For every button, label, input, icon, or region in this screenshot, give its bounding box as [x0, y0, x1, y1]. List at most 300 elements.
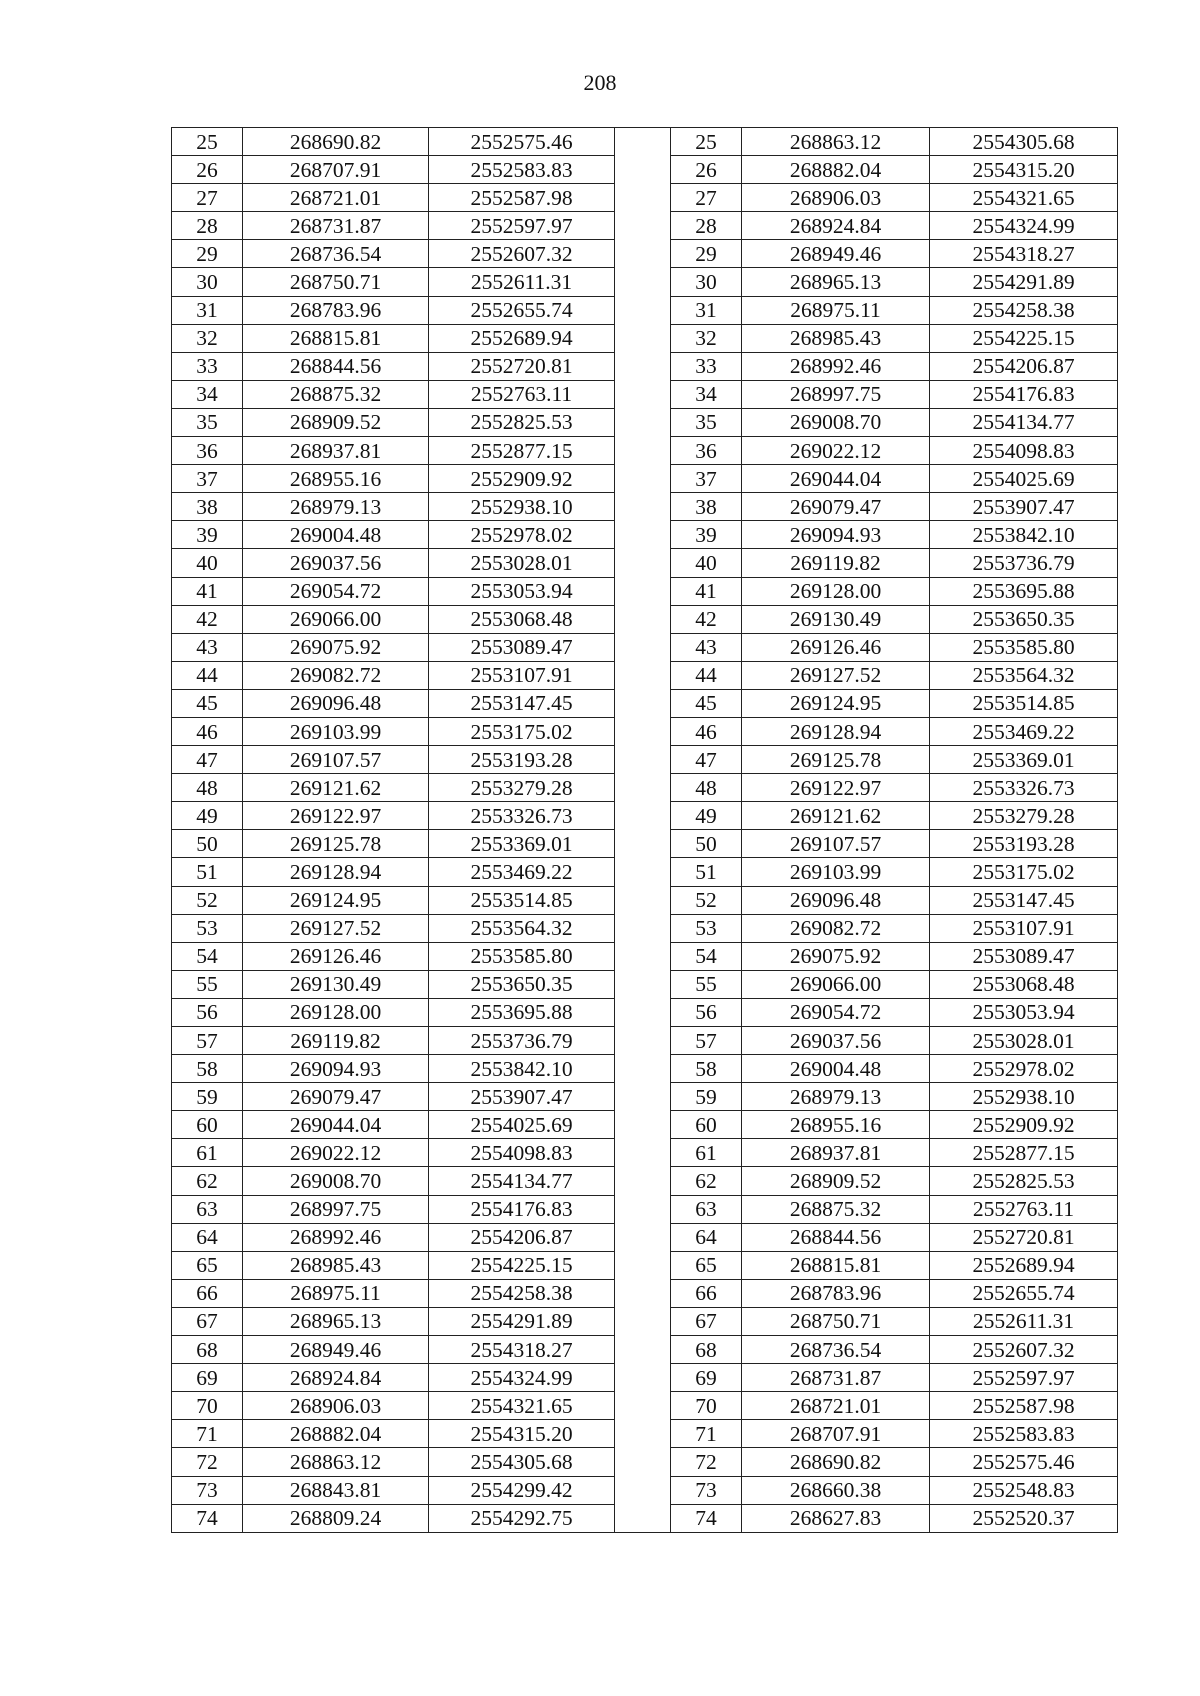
- table-row: [172, 1195, 1118, 1223]
- left-y-coordinate-cell: 2552877.15: [429, 437, 615, 465]
- right-point-number-cell: 46: [671, 717, 742, 745]
- left-point-number-cell: 42: [172, 605, 243, 633]
- table-row: [172, 1279, 1118, 1307]
- right-y-coordinate-cell: 2554324.99: [930, 212, 1118, 240]
- column-gap-cell: [615, 1420, 671, 1448]
- column-gap-cell: [615, 774, 671, 802]
- table-row: [172, 1476, 1118, 1504]
- right-y-coordinate-cell: 2554225.15: [930, 324, 1118, 352]
- left-y-coordinate-cell: 2553053.94: [429, 577, 615, 605]
- table-row: [172, 717, 1118, 745]
- left-x-coordinate-cell: 268992.46: [243, 1223, 429, 1251]
- left-x-coordinate-cell: 269128.00: [243, 998, 429, 1026]
- left-y-coordinate-cell: 2553564.32: [429, 914, 615, 942]
- table-row: [172, 1420, 1118, 1448]
- right-x-coordinate-cell: 268690.82: [742, 1448, 930, 1476]
- left-x-coordinate-cell: 268909.52: [243, 408, 429, 436]
- right-y-coordinate-cell: 2553028.01: [930, 1027, 1118, 1055]
- left-x-coordinate-cell: 268783.96: [243, 296, 429, 324]
- right-y-coordinate-cell: 2552587.98: [930, 1392, 1118, 1420]
- left-point-number-cell: 69: [172, 1364, 243, 1392]
- left-x-coordinate-cell: 269126.46: [243, 942, 429, 970]
- right-point-number-cell: 65: [671, 1251, 742, 1279]
- table-row: [172, 268, 1118, 296]
- right-y-coordinate-cell: 2554206.87: [930, 352, 1118, 380]
- table-row: [172, 521, 1118, 549]
- column-gap-cell: [615, 886, 671, 914]
- column-gap-cell: [615, 746, 671, 774]
- right-point-number-cell: 57: [671, 1027, 742, 1055]
- right-point-number-cell: 41: [671, 577, 742, 605]
- right-x-coordinate-cell: 268844.56: [742, 1223, 930, 1251]
- column-gap-cell: [615, 521, 671, 549]
- right-y-coordinate-cell: 2552575.46: [930, 1448, 1118, 1476]
- right-y-coordinate-cell: 2552548.83: [930, 1476, 1118, 1504]
- column-gap-cell: [615, 240, 671, 268]
- right-point-number-cell: 31: [671, 296, 742, 324]
- right-x-coordinate-cell: 268882.04: [742, 156, 930, 184]
- left-point-number-cell: 38: [172, 493, 243, 521]
- table-row: [172, 1027, 1118, 1055]
- right-y-coordinate-cell: 2552938.10: [930, 1083, 1118, 1111]
- right-y-coordinate-cell: 2552607.32: [930, 1336, 1118, 1364]
- table-row: [172, 1111, 1118, 1139]
- right-x-coordinate-cell: 269044.04: [742, 465, 930, 493]
- right-y-coordinate-cell: 2552825.53: [930, 1167, 1118, 1195]
- column-gap-cell: [615, 914, 671, 942]
- left-point-number-cell: 53: [172, 914, 243, 942]
- left-point-number-cell: 51: [172, 858, 243, 886]
- right-y-coordinate-cell: 2553175.02: [930, 858, 1118, 886]
- left-x-coordinate-cell: 269044.04: [243, 1111, 429, 1139]
- right-x-coordinate-cell: 269119.82: [742, 549, 930, 577]
- left-point-number-cell: 59: [172, 1083, 243, 1111]
- table-row: [172, 437, 1118, 465]
- left-point-number-cell: 44: [172, 661, 243, 689]
- right-point-number-cell: 54: [671, 942, 742, 970]
- column-gap-cell: [615, 1195, 671, 1223]
- right-point-number-cell: 42: [671, 605, 742, 633]
- left-point-number-cell: 35: [172, 408, 243, 436]
- table-row: [172, 689, 1118, 717]
- left-x-coordinate-cell: 269082.72: [243, 661, 429, 689]
- right-y-coordinate-cell: 2552877.15: [930, 1139, 1118, 1167]
- right-point-number-cell: 47: [671, 746, 742, 774]
- table-row: [172, 605, 1118, 633]
- right-point-number-cell: 38: [671, 493, 742, 521]
- left-x-coordinate-cell: 268721.01: [243, 184, 429, 212]
- right-x-coordinate-cell: 269079.47: [742, 493, 930, 521]
- right-x-coordinate-cell: 269121.62: [742, 802, 930, 830]
- column-gap-cell: [615, 1139, 671, 1167]
- right-point-number-cell: 28: [671, 212, 742, 240]
- left-x-coordinate-cell: 269094.93: [243, 1055, 429, 1083]
- column-gap-cell: [615, 661, 671, 689]
- table-row: [172, 970, 1118, 998]
- table-row: [172, 774, 1118, 802]
- left-y-coordinate-cell: 2554025.69: [429, 1111, 615, 1139]
- coordinates-table-body: [172, 128, 1118, 1533]
- right-point-number-cell: 53: [671, 914, 742, 942]
- left-x-coordinate-cell: 269127.52: [243, 914, 429, 942]
- right-point-number-cell: 66: [671, 1279, 742, 1307]
- left-x-coordinate-cell: 269066.00: [243, 605, 429, 633]
- left-y-coordinate-cell: 2554292.75: [429, 1504, 615, 1532]
- left-x-coordinate-cell: 268955.16: [243, 465, 429, 493]
- left-x-coordinate-cell: 268924.84: [243, 1364, 429, 1392]
- left-y-coordinate-cell: 2552597.97: [429, 212, 615, 240]
- column-gap-cell: [615, 802, 671, 830]
- right-point-number-cell: 37: [671, 465, 742, 493]
- left-y-coordinate-cell: 2554324.99: [429, 1364, 615, 1392]
- right-point-number-cell: 58: [671, 1055, 742, 1083]
- left-y-coordinate-cell: 2554305.68: [429, 1448, 615, 1476]
- left-point-number-cell: 57: [172, 1027, 243, 1055]
- right-y-coordinate-cell: 2554025.69: [930, 465, 1118, 493]
- left-x-coordinate-cell: 268844.56: [243, 352, 429, 380]
- left-point-number-cell: 45: [172, 689, 243, 717]
- table-row: [172, 1504, 1118, 1532]
- left-point-number-cell: 60: [172, 1111, 243, 1139]
- right-x-coordinate-cell: 268955.16: [742, 1111, 930, 1139]
- left-x-coordinate-cell: 268707.91: [243, 156, 429, 184]
- left-x-coordinate-cell: 269004.48: [243, 521, 429, 549]
- right-y-coordinate-cell: 2552655.74: [930, 1279, 1118, 1307]
- right-y-coordinate-cell: 2553279.28: [930, 802, 1118, 830]
- left-y-coordinate-cell: 2552655.74: [429, 296, 615, 324]
- column-gap-cell: [615, 324, 671, 352]
- left-y-coordinate-cell: 2554299.42: [429, 1476, 615, 1504]
- right-x-coordinate-cell: 269096.48: [742, 886, 930, 914]
- left-point-number-cell: 72: [172, 1448, 243, 1476]
- right-x-coordinate-cell: 268660.38: [742, 1476, 930, 1504]
- right-point-number-cell: 52: [671, 886, 742, 914]
- table-row: [172, 998, 1118, 1026]
- left-x-coordinate-cell: 268843.81: [243, 1476, 429, 1504]
- table-row: [172, 324, 1118, 352]
- table-row: [172, 661, 1118, 689]
- column-gap-cell: [615, 970, 671, 998]
- right-y-coordinate-cell: 2552763.11: [930, 1195, 1118, 1223]
- column-gap-cell: [615, 465, 671, 493]
- table-row: [172, 380, 1118, 408]
- left-point-number-cell: 41: [172, 577, 243, 605]
- column-gap-cell: [615, 633, 671, 661]
- right-y-coordinate-cell: 2553907.47: [930, 493, 1118, 521]
- right-point-number-cell: 61: [671, 1139, 742, 1167]
- left-point-number-cell: 55: [172, 970, 243, 998]
- left-point-number-cell: 56: [172, 998, 243, 1026]
- right-point-number-cell: 35: [671, 408, 742, 436]
- right-y-coordinate-cell: 2552597.97: [930, 1364, 1118, 1392]
- left-point-number-cell: 58: [172, 1055, 243, 1083]
- right-x-coordinate-cell: 269126.46: [742, 633, 930, 661]
- right-y-coordinate-cell: 2553514.85: [930, 689, 1118, 717]
- column-gap-cell: [615, 1055, 671, 1083]
- right-x-coordinate-cell: 268992.46: [742, 352, 930, 380]
- column-gap-cell: [615, 1392, 671, 1420]
- column-gap-cell: [615, 493, 671, 521]
- right-y-coordinate-cell: 2554305.68: [930, 128, 1118, 156]
- column-gap-cell: [615, 1279, 671, 1307]
- left-x-coordinate-cell: 269103.99: [243, 717, 429, 745]
- right-y-coordinate-cell: 2554318.27: [930, 240, 1118, 268]
- column-gap-cell: [615, 1083, 671, 1111]
- right-point-number-cell: 25: [671, 128, 742, 156]
- right-point-number-cell: 48: [671, 774, 742, 802]
- left-x-coordinate-cell: 268985.43: [243, 1251, 429, 1279]
- right-x-coordinate-cell: 269037.56: [742, 1027, 930, 1055]
- right-point-number-cell: 55: [671, 970, 742, 998]
- column-gap-cell: [615, 830, 671, 858]
- left-x-coordinate-cell: 268965.13: [243, 1307, 429, 1335]
- right-x-coordinate-cell: 269022.12: [742, 437, 930, 465]
- left-point-number-cell: 63: [172, 1195, 243, 1223]
- left-x-coordinate-cell: 269037.56: [243, 549, 429, 577]
- right-point-number-cell: 71: [671, 1420, 742, 1448]
- left-y-coordinate-cell: 2553089.47: [429, 633, 615, 661]
- right-x-coordinate-cell: 269128.94: [742, 717, 930, 745]
- left-y-coordinate-cell: 2554206.87: [429, 1223, 615, 1251]
- table-row: [172, 128, 1118, 156]
- left-y-coordinate-cell: 2553695.88: [429, 998, 615, 1026]
- table-row: [172, 914, 1118, 942]
- column-gap-cell: [615, 1448, 671, 1476]
- left-point-number-cell: 48: [172, 774, 243, 802]
- left-x-coordinate-cell: 268736.54: [243, 240, 429, 268]
- column-gap-cell: [615, 1336, 671, 1364]
- right-point-number-cell: 68: [671, 1336, 742, 1364]
- left-y-coordinate-cell: 2554318.27: [429, 1336, 615, 1364]
- right-point-number-cell: 39: [671, 521, 742, 549]
- right-point-number-cell: 67: [671, 1307, 742, 1335]
- left-point-number-cell: 70: [172, 1392, 243, 1420]
- right-x-coordinate-cell: 269128.00: [742, 577, 930, 605]
- left-x-coordinate-cell: 268731.87: [243, 212, 429, 240]
- left-y-coordinate-cell: 2552689.94: [429, 324, 615, 352]
- page-number: 208: [583, 70, 617, 95]
- left-y-coordinate-cell: 2554321.65: [429, 1392, 615, 1420]
- left-x-coordinate-cell: 268949.46: [243, 1336, 429, 1364]
- left-y-coordinate-cell: 2553585.80: [429, 942, 615, 970]
- right-x-coordinate-cell: 268875.32: [742, 1195, 930, 1223]
- left-point-number-cell: 37: [172, 465, 243, 493]
- left-y-coordinate-cell: 2552978.02: [429, 521, 615, 549]
- left-y-coordinate-cell: 2553279.28: [429, 774, 615, 802]
- left-y-coordinate-cell: 2554134.77: [429, 1167, 615, 1195]
- left-y-coordinate-cell: 2553326.73: [429, 802, 615, 830]
- right-x-coordinate-cell: 269004.48: [742, 1055, 930, 1083]
- column-gap-cell: [615, 1167, 671, 1195]
- left-y-coordinate-cell: 2554291.89: [429, 1307, 615, 1335]
- right-y-coordinate-cell: 2553107.91: [930, 914, 1118, 942]
- right-point-number-cell: 72: [671, 1448, 742, 1476]
- left-x-coordinate-cell: 269122.97: [243, 802, 429, 830]
- left-x-coordinate-cell: 268979.13: [243, 493, 429, 521]
- right-x-coordinate-cell: 269066.00: [742, 970, 930, 998]
- left-x-coordinate-cell: 269022.12: [243, 1139, 429, 1167]
- right-x-coordinate-cell: 268997.75: [742, 380, 930, 408]
- column-gap-cell: [615, 380, 671, 408]
- left-y-coordinate-cell: 2552583.83: [429, 156, 615, 184]
- column-gap-cell: [615, 128, 671, 156]
- right-point-number-cell: 49: [671, 802, 742, 830]
- left-point-number-cell: 67: [172, 1307, 243, 1335]
- right-point-number-cell: 56: [671, 998, 742, 1026]
- left-y-coordinate-cell: 2553107.91: [429, 661, 615, 689]
- right-y-coordinate-cell: 2553193.28: [930, 830, 1118, 858]
- left-y-coordinate-cell: 2552575.46: [429, 128, 615, 156]
- left-point-number-cell: 25: [172, 128, 243, 156]
- column-gap-cell: [615, 998, 671, 1026]
- left-x-coordinate-cell: 268937.81: [243, 437, 429, 465]
- left-point-number-cell: 30: [172, 268, 243, 296]
- right-point-number-cell: 36: [671, 437, 742, 465]
- left-y-coordinate-cell: 2554098.83: [429, 1139, 615, 1167]
- table-row: [172, 1223, 1118, 1251]
- column-gap-cell: [615, 268, 671, 296]
- right-point-number-cell: 29: [671, 240, 742, 268]
- left-x-coordinate-cell: 269121.62: [243, 774, 429, 802]
- column-gap-cell: [615, 184, 671, 212]
- column-gap-cell: [615, 1027, 671, 1055]
- right-y-coordinate-cell: 2554291.89: [930, 268, 1118, 296]
- table-row: [172, 1336, 1118, 1364]
- table-row: [172, 802, 1118, 830]
- table-row: [172, 858, 1118, 886]
- left-y-coordinate-cell: 2552938.10: [429, 493, 615, 521]
- left-x-coordinate-cell: 269054.72: [243, 577, 429, 605]
- column-gap-cell: [615, 1364, 671, 1392]
- right-point-number-cell: 26: [671, 156, 742, 184]
- table-row: [172, 352, 1118, 380]
- right-y-coordinate-cell: 2552689.94: [930, 1251, 1118, 1279]
- left-x-coordinate-cell: 269096.48: [243, 689, 429, 717]
- right-point-number-cell: 45: [671, 689, 742, 717]
- right-x-coordinate-cell: 268965.13: [742, 268, 930, 296]
- table-row: [172, 577, 1118, 605]
- left-point-number-cell: 64: [172, 1223, 243, 1251]
- left-point-number-cell: 39: [172, 521, 243, 549]
- coordinates-table: [171, 127, 1118, 1533]
- right-point-number-cell: 27: [671, 184, 742, 212]
- right-x-coordinate-cell: 269075.92: [742, 942, 930, 970]
- right-x-coordinate-cell: 268985.43: [742, 324, 930, 352]
- column-gap-cell: [615, 942, 671, 970]
- left-y-coordinate-cell: 2554225.15: [429, 1251, 615, 1279]
- right-y-coordinate-cell: 2553053.94: [930, 998, 1118, 1026]
- left-x-coordinate-cell: 269008.70: [243, 1167, 429, 1195]
- left-y-coordinate-cell: 2553068.48: [429, 605, 615, 633]
- right-point-number-cell: 32: [671, 324, 742, 352]
- right-point-number-cell: 63: [671, 1195, 742, 1223]
- right-x-coordinate-cell: 268707.91: [742, 1420, 930, 1448]
- right-point-number-cell: 69: [671, 1364, 742, 1392]
- right-x-coordinate-cell: 269008.70: [742, 408, 930, 436]
- column-gap-cell: [615, 437, 671, 465]
- left-y-coordinate-cell: 2554258.38: [429, 1279, 615, 1307]
- right-x-coordinate-cell: 268975.11: [742, 296, 930, 324]
- right-y-coordinate-cell: 2554258.38: [930, 296, 1118, 324]
- left-point-number-cell: 66: [172, 1279, 243, 1307]
- left-y-coordinate-cell: 2553193.28: [429, 746, 615, 774]
- left-point-number-cell: 71: [172, 1420, 243, 1448]
- right-y-coordinate-cell: 2554134.77: [930, 408, 1118, 436]
- table-row: [172, 1083, 1118, 1111]
- left-point-number-cell: 49: [172, 802, 243, 830]
- right-y-coordinate-cell: 2552611.31: [930, 1307, 1118, 1335]
- column-gap-cell: [615, 1504, 671, 1532]
- right-x-coordinate-cell: 269094.93: [742, 521, 930, 549]
- right-point-number-cell: 74: [671, 1504, 742, 1532]
- left-point-number-cell: 61: [172, 1139, 243, 1167]
- left-point-number-cell: 34: [172, 380, 243, 408]
- right-y-coordinate-cell: 2553695.88: [930, 577, 1118, 605]
- left-x-coordinate-cell: 269128.94: [243, 858, 429, 886]
- right-point-number-cell: 60: [671, 1111, 742, 1139]
- left-y-coordinate-cell: 2553469.22: [429, 858, 615, 886]
- left-x-coordinate-cell: 268750.71: [243, 268, 429, 296]
- right-y-coordinate-cell: 2553564.32: [930, 661, 1118, 689]
- right-point-number-cell: 40: [671, 549, 742, 577]
- right-x-coordinate-cell: 268627.83: [742, 1504, 930, 1532]
- right-x-coordinate-cell: 268863.12: [742, 128, 930, 156]
- left-y-coordinate-cell: 2552607.32: [429, 240, 615, 268]
- left-x-coordinate-cell: 269130.49: [243, 970, 429, 998]
- right-y-coordinate-cell: 2553089.47: [930, 942, 1118, 970]
- right-point-number-cell: 62: [671, 1167, 742, 1195]
- left-point-number-cell: 54: [172, 942, 243, 970]
- right-point-number-cell: 30: [671, 268, 742, 296]
- right-point-number-cell: 50: [671, 830, 742, 858]
- column-gap-cell: [615, 1476, 671, 1504]
- right-y-coordinate-cell: 2552583.83: [930, 1420, 1118, 1448]
- table-row: [172, 1251, 1118, 1279]
- left-x-coordinate-cell: 268863.12: [243, 1448, 429, 1476]
- left-x-coordinate-cell: 268815.81: [243, 324, 429, 352]
- table-row: [172, 1055, 1118, 1083]
- right-x-coordinate-cell: 268979.13: [742, 1083, 930, 1111]
- left-y-coordinate-cell: 2552720.81: [429, 352, 615, 380]
- right-y-coordinate-cell: 2552720.81: [930, 1223, 1118, 1251]
- left-point-number-cell: 74: [172, 1504, 243, 1532]
- column-gap-cell: [615, 605, 671, 633]
- table-row: [172, 493, 1118, 521]
- left-point-number-cell: 28: [172, 212, 243, 240]
- left-point-number-cell: 26: [172, 156, 243, 184]
- left-point-number-cell: 31: [172, 296, 243, 324]
- left-y-coordinate-cell: 2553147.45: [429, 689, 615, 717]
- left-x-coordinate-cell: 269075.92: [243, 633, 429, 661]
- column-gap-cell: [615, 156, 671, 184]
- left-y-coordinate-cell: 2552909.92: [429, 465, 615, 493]
- right-x-coordinate-cell: 268815.81: [742, 1251, 930, 1279]
- right-point-number-cell: 70: [671, 1392, 742, 1420]
- left-x-coordinate-cell: 269079.47: [243, 1083, 429, 1111]
- left-x-coordinate-cell: 269107.57: [243, 746, 429, 774]
- left-x-coordinate-cell: 269125.78: [243, 830, 429, 858]
- left-y-coordinate-cell: 2553028.01: [429, 549, 615, 577]
- table-row: [172, 212, 1118, 240]
- right-y-coordinate-cell: 2553650.35: [930, 605, 1118, 633]
- right-x-coordinate-cell: 268909.52: [742, 1167, 930, 1195]
- right-y-coordinate-cell: 2553147.45: [930, 886, 1118, 914]
- right-y-coordinate-cell: 2552520.37: [930, 1504, 1118, 1532]
- right-x-coordinate-cell: 269054.72: [742, 998, 930, 1026]
- right-x-coordinate-cell: 268750.71: [742, 1307, 930, 1335]
- left-point-number-cell: 43: [172, 633, 243, 661]
- column-gap-cell: [615, 689, 671, 717]
